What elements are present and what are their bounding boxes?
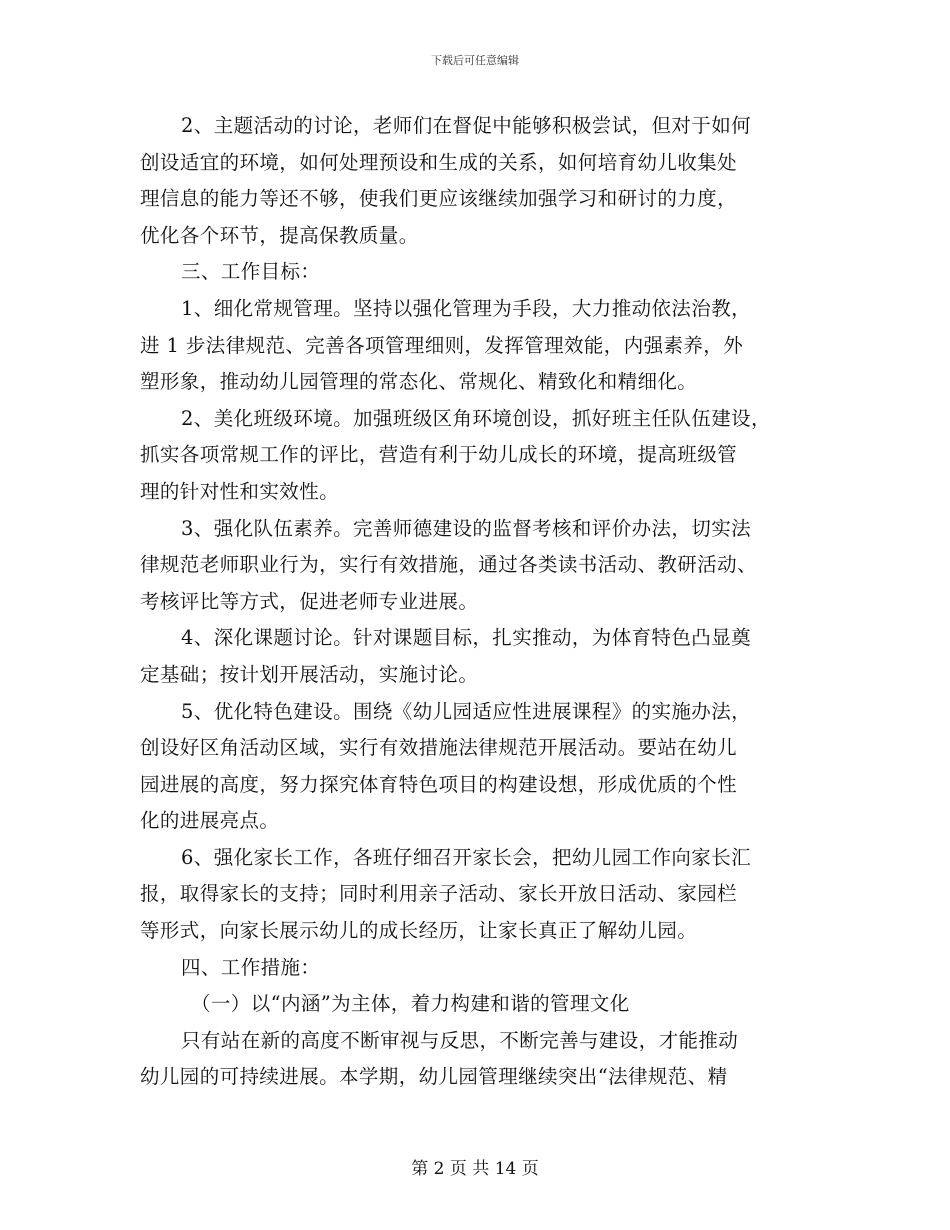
text-line: 律规范老师职业行为，实行有效措施，通过各类读书活动、教研活动、	[140, 553, 757, 577]
text-line: 报，取得家长的支持；同时利用亲子活动、家长开放日活动、家园栏	[140, 882, 738, 906]
text-line: 创设适宜的环境，如何处理预设和生成的关系，如何培育幼儿收集处	[140, 150, 738, 174]
text-line: 理信息的能力等还不够，使我们更应该继续加强学习和研讨的力度，	[140, 187, 738, 211]
text-line: 等形式，向家长展示幼儿的成长经历，让家长真正了解幼儿园。	[140, 919, 698, 943]
text-line: 4、深化课题讨论。针对课题目标，扎实推动，为体育特色凸显奠	[181, 626, 752, 650]
text-line: 园进展的高度，努力探究体育特色项目的构建设想，形成优质的个性	[140, 772, 738, 796]
text-line: 1、细化常规管理。坚持以强化管理为手段，大力推动依法治教，	[181, 296, 752, 320]
subsection-heading: （一）以“内涵”为主体，着力构建和谐的管理文化	[191, 992, 630, 1016]
text-line: 创设好区角活动区域，实行有效措施法律规范开展活动。要站在幼儿	[140, 736, 738, 760]
text-line: 2、主题活动的讨论，老师们在督促中能够积极尝试，但对于如何	[181, 114, 752, 137]
text-line: 抓实各项常规工作的评比，营造有利于幼儿成长的环境，提高班级管	[140, 443, 738, 467]
text-line: 只有站在新的高度不断审视与反思，不断完善与建设，才能推动	[181, 1028, 739, 1052]
text-line: 3、强化队伍素养。完善师德建设的监督考核和评价办法，切实法	[181, 516, 752, 540]
text-line: 进 1 步法律规范、完善各项管理细则，发挥管理效能，内强素养，外	[140, 333, 744, 357]
document-body	[140, 108, 830, 1096]
text-line: 2、美化班级环境。加强班级区角环境创设，抓好班主任队伍建设，	[181, 406, 771, 430]
text-line: 化的进展亮点。	[140, 809, 280, 833]
page-footer: 第 2 页 共 14 页	[411, 1159, 539, 1179]
text-line: 6、强化家长工作，各班仔细召开家长会，把幼儿园工作向家长汇	[181, 845, 752, 869]
text-line: 5、优化特色建设。围绕《幼儿园适应性进展课程》的实施办法，	[181, 699, 752, 723]
page-header: 下载后可任意编辑	[431, 54, 519, 67]
section-heading: 三、工作目标：	[181, 260, 321, 284]
section-heading: 四、工作措施：	[181, 955, 321, 979]
text-line: 优化各个环节，提高保教质量。	[140, 223, 419, 247]
text-line: 塑形象，推动幼儿园管理的常态化、常规化、精致化和精细化。	[140, 370, 698, 394]
text-line: 定基础；按计划开展活动，实施讨论。	[140, 662, 479, 686]
text-line: 理的针对性和实效性。	[140, 479, 340, 503]
text-line: 考核评比等方式，促进老师专业进展。	[140, 589, 479, 613]
text-line: 幼儿园的可持续进展。本学期，幼儿园管理继续突出“法律规范、精	[140, 1065, 728, 1089]
